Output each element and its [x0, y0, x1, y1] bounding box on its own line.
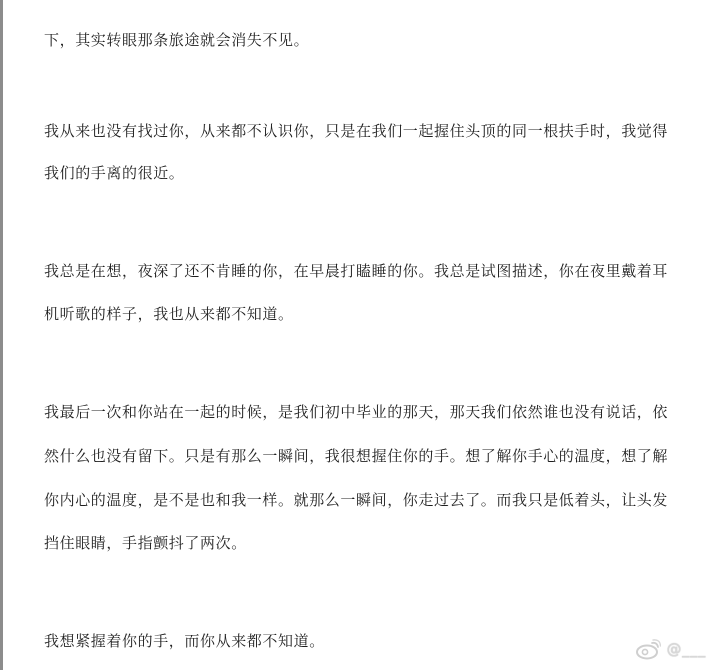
text-line: 我最后一次和你站在一起的时候，是我们初中毕业的那天，那天我们依然谁也没有说话，依: [44, 403, 669, 421]
weibo-watermark: [635, 638, 707, 660]
text-line: 然什么也没有留下。只是有那么一瞬间，我很想握住你的手。想了解你手心的温度，想了解: [44, 447, 669, 465]
text-line: 你内心的温度，是不是也和我一样。就那么一瞬间，你走过去了。而我只是低着头，让头发: [44, 491, 669, 509]
text-line: 下，其实转眼那条旅途就会消失不见。: [44, 31, 310, 49]
text-line: 我总是在想，夜深了还不肯睡的你，在早晨打瞌睡的你。我总是试图描述，你在夜里戴着耳: [44, 262, 669, 280]
text-line: 机听歌的样子，我也从来都不知道。: [44, 305, 294, 323]
text-line: 我想紧握着你的手，而你从来都不知道。: [44, 632, 325, 650]
text-line: 我们的手离的很近。: [44, 164, 185, 182]
weibo-logo-icon: [635, 638, 661, 660]
text-line: 挡住眼睛，手指颤抖了两次。: [44, 534, 247, 552]
watermark-text: @___: [666, 640, 706, 658]
text-line: 我从来也没有找过你，从来都不认识你，只是在我们一起握住头顶的同一根扶手时，我觉得: [44, 122, 669, 140]
left-border: [0, 0, 3, 670]
